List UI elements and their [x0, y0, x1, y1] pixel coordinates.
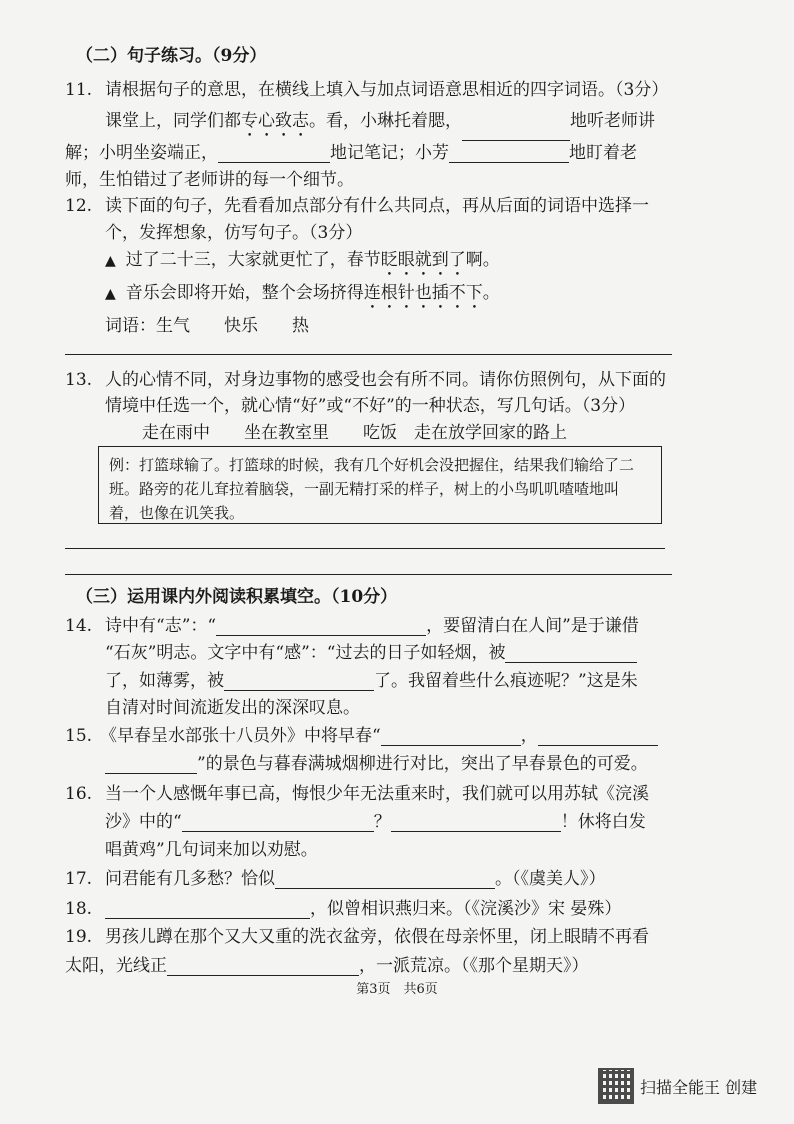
q12-line-1: 读下面的句子，先看看加点部分有什么共同点，再从后面的词语中选择一 [105, 196, 649, 216]
q16-line-2: 沙》中的“ ？ ！休将白发 [105, 812, 646, 832]
q13-example-line-1: 例：打篮球输了。打篮球的时候，我有几个好机会没把握住，结果我们输给了二 [109, 456, 635, 474]
q13-options: 走在雨中 坐在教室里 吃饭 走在放学回家的路上 [142, 423, 567, 443]
q13-answer-line-2[interactable] [65, 574, 672, 575]
q13-line-1: 人的心情不同，对身边事物的感受也会有所不同。请你仿照例句，从下面的 [105, 370, 666, 390]
q14-blank-3[interactable] [224, 673, 374, 691]
scanner-watermark: 扫描全能王 创建 [640, 1078, 758, 1097]
q13-example-box [98, 446, 662, 524]
q15-number: 15. [65, 726, 93, 746]
q11-line-2: 课堂上，同学们都专心致志。看，小琳托着腮， 地听老师讲 [105, 111, 655, 141]
q13-example-line-3: 着，也像在讥笑我。 [109, 504, 245, 522]
q19-blank[interactable] [167, 958, 359, 976]
q17-line: 问君能有几多愁？恰似 。（《虞美人》） [105, 869, 606, 889]
q14-blank-1[interactable] [216, 618, 426, 636]
q11-blank-3[interactable] [449, 145, 569, 163]
q18-number: 18. [65, 899, 93, 919]
q18-line: ，似曾相识燕归来。（《浣溪沙》宋 晏殊） [105, 899, 621, 919]
q16-blank-1[interactable] [182, 814, 374, 832]
q17-blank[interactable] [275, 871, 495, 889]
q11-line-1: 请根据句子的意思，在横线上填入与加点词语意思相近的四字词语。（3分） [105, 80, 669, 100]
q14-line-3: 了，如薄雾，被 了。我留着些什么痕迹呢？”这是朱 [105, 671, 638, 691]
q13-example-line-2: 班。路旁的花儿耷拉着脑袋，一副无精打采的样子，树上的小鸟叽叽喳喳地叫 [109, 480, 620, 498]
q12-line-2: 个，发挥想象，仿写句子。（3分） [105, 223, 363, 243]
q19-number: 19. [65, 927, 93, 947]
q12-sentence-1: ▲ 过了二十三，大家就更忙了，春节眨眼就到了啊。 [105, 250, 500, 270]
q13-line-2: 情境中任选一个，就心情“好”或“不好”的一种状态，写几句话。（3分） [105, 396, 636, 416]
q15-blank-2[interactable] [538, 728, 658, 746]
q17-number: 17. [65, 869, 93, 889]
q14-blank-2[interactable] [505, 645, 637, 663]
q11-number: 11. [65, 80, 93, 100]
q16-line-3: 唱黄鸡”几句词来加以劝慰。 [105, 840, 318, 860]
q15-line-1: 《早春呈水部张十八员外》中将早春“ ， [100, 726, 658, 746]
page-number: 第3页 共6页 [356, 982, 438, 997]
q16-line-1: 当一个人感慨年事已高，悔恨少年无法重来时，我们就可以用苏轼《浣溪 [105, 784, 649, 804]
q19-line-1: 男孩儿蹲在那个又大又重的洗衣盆旁，依偎在母亲怀里，闭上眼睛不再看 [105, 927, 649, 947]
q11-line-3: 解；小明坐姿端正， 地记笔记；小芳 地盯着老 [65, 143, 637, 163]
q15-blank-3[interactable] [105, 756, 197, 774]
q12-number: 12. [65, 196, 93, 216]
q12-sentence-2: ▲ 音乐会即将开始，整个会场挤得连根针也插不下。 [105, 283, 500, 303]
section-2-title: （二）句子练习。（9分） [76, 46, 267, 66]
q15-line-2: ”的景色与暮春满城烟柳进行对比，突出了早春景色的可爱。 [105, 754, 648, 774]
q12-words: 词语：生气 快乐 热 [105, 316, 309, 336]
q14-line-4: 自清对时间流逝发出的深深叹息。 [105, 698, 360, 718]
q14-number: 14. [65, 616, 93, 636]
q19-line-2: 太阳，光线正 ，一派荒凉。（《那个星期天》） [65, 956, 589, 976]
q14-line-2: “石灰”明志。文字中有“感”：“过去的日子如轻烟，被 [105, 643, 637, 663]
q13-number: 13. [65, 370, 93, 390]
q11-blank-1[interactable] [462, 123, 570, 141]
qr-code-icon [598, 1068, 634, 1104]
triangle-bullet-icon: ▲ [105, 286, 116, 302]
q16-blank-2[interactable] [391, 814, 561, 832]
section-3-title: （三）运用课内外阅读积累填空。（10分） [76, 587, 398, 607]
q16-number: 16. [65, 784, 93, 804]
q15-blank-1[interactable] [381, 728, 521, 746]
triangle-bullet-icon: ▲ [105, 253, 116, 269]
q11-blank-2[interactable] [218, 145, 330, 163]
q12-answer-line[interactable] [65, 354, 672, 355]
q13-answer-line-1[interactable] [65, 548, 665, 549]
q11-line-4: 师，生怕错过了老师讲的每一个细节。 [65, 170, 354, 190]
q14-line-1: 诗中有“志”：“ ，要留清白在人间”是于谦借 [105, 616, 639, 636]
q18-blank[interactable] [105, 901, 310, 919]
